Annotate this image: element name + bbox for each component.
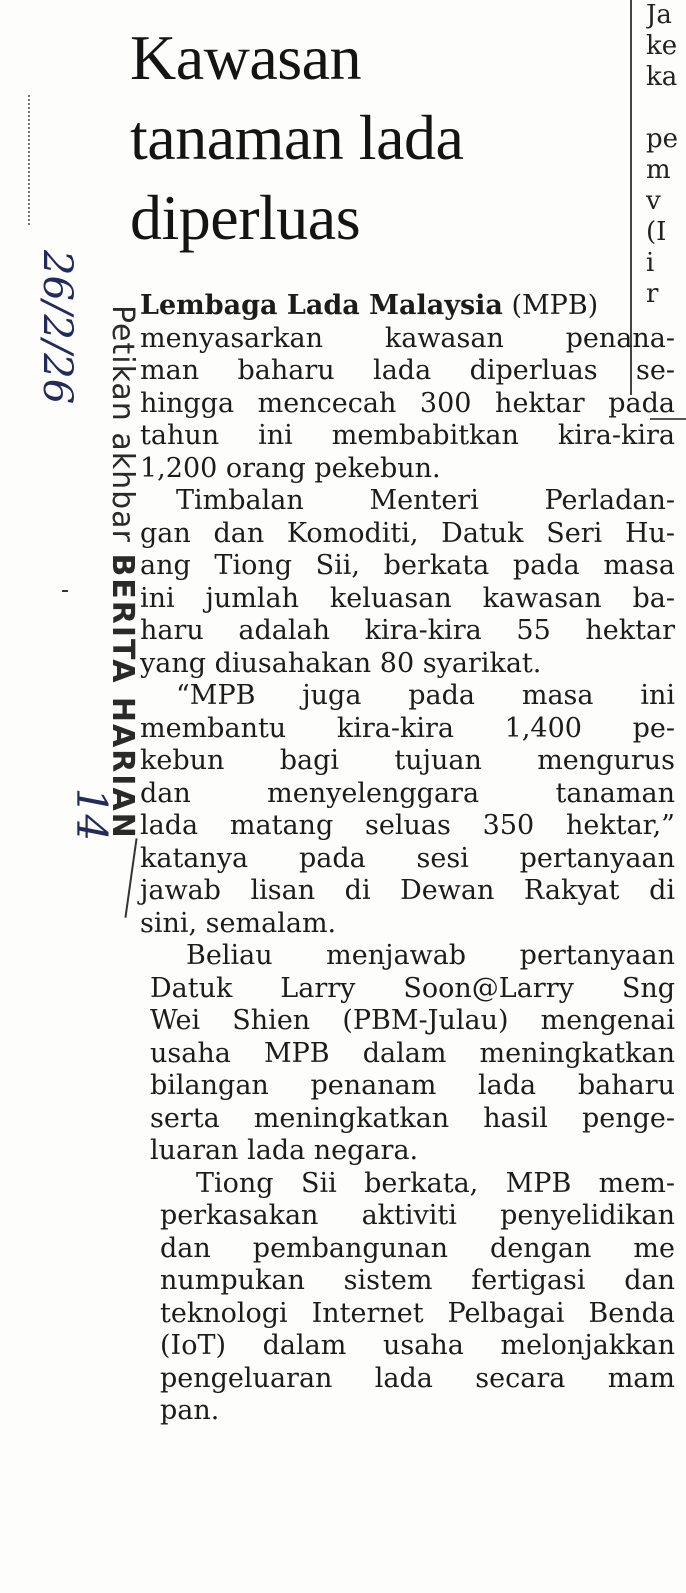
neighbor-line: i xyxy=(646,248,655,278)
paragraph-line: (IoT) dalam usaha melonjakkan xyxy=(160,1330,675,1361)
headline-line: diperluas xyxy=(130,182,361,253)
neighbor-line: r xyxy=(646,279,659,309)
handwritten-page-number: 14 xyxy=(67,787,117,842)
article-headline xyxy=(130,18,630,258)
neighbor-line: Ja xyxy=(646,0,672,30)
paragraph-line: sini, semalam. xyxy=(140,907,337,939)
stamp-paper-name: BERITA HARIAN xyxy=(105,553,140,840)
handwritten-date: 26/2/26 xyxy=(34,250,80,405)
paragraph-line: perkasakan aktiviti penyelidikan xyxy=(160,1200,675,1231)
paragraph-line: usaha MPB dalam meningkatkan xyxy=(150,1037,675,1069)
paragraph-line: dan pembangunan dengan me xyxy=(160,1232,675,1264)
paragraph-line: menyasarkan kawasan penana- xyxy=(140,322,675,354)
paragraph-line: hingga mencecah 300 hektar pada xyxy=(140,387,675,419)
paragraph-line: haru adalah kira-kira 55 hektar xyxy=(140,615,675,646)
paragraph-line: 1,200 orang pekebun. xyxy=(140,452,441,484)
neighbor-line: (I xyxy=(646,217,667,247)
paragraph-line: kebun bagi tujuan mengurus xyxy=(140,745,675,776)
paragraph-line: ang Tiong Sii, berkata pada masa xyxy=(140,550,675,581)
paragraph-line: tahun ini membabitkan kira-kira xyxy=(140,420,675,451)
neighbor-line: ka xyxy=(646,62,678,92)
stamp-prefix: Petikan akhbar xyxy=(105,305,140,543)
paragraph-line: teknologi Internet Pelbagai Benda xyxy=(160,1297,675,1329)
paragraph-line: lada matang seluas 350 hektar,” xyxy=(140,810,675,841)
neighbor-line: ke xyxy=(646,31,678,61)
paragraph-line: Tiong Sii berkata, MPB mem- xyxy=(196,1167,675,1199)
article-paragraph xyxy=(160,1168,675,1428)
paragraph-line: membantu kira-kira 1,400 pe- xyxy=(140,712,675,744)
paragraph-line: katanya pada sesi pertanyaan xyxy=(140,842,675,874)
margin-scribble xyxy=(28,95,48,225)
paragraph-line: Timbalan Menteri Perladan- xyxy=(176,485,675,516)
article-paragraph xyxy=(150,940,675,1168)
article-paragraph xyxy=(140,680,675,940)
article-body xyxy=(140,290,675,1428)
paragraph-line: Datuk Larry Soon@Larry Sng xyxy=(150,972,675,1004)
article-paragraph xyxy=(140,485,675,680)
headline-line: tanaman lada xyxy=(130,102,464,173)
paragraph-line: numpukan sistem fertigasi dan xyxy=(160,1265,675,1296)
paragraph-line: pengeluaran lada secara mam xyxy=(160,1362,675,1394)
paragraph-line: man baharu lada diperluas se- xyxy=(140,355,675,386)
lead-text: Lembaga Lada Malaysia xyxy=(140,290,503,321)
paragraph-line: bilangan penanam lada baharu xyxy=(150,1070,675,1101)
paragraph-line: ini jumlah keluasan kawasan ba- xyxy=(140,582,675,614)
paragraph-line: dan menyelenggara tanaman xyxy=(140,777,675,809)
paragraph-line: serta meningkatkan hasil penge- xyxy=(150,1102,675,1134)
margin-pen-mark xyxy=(124,838,137,917)
paragraph-line: Lembaga Lada Malaysia (MPB) xyxy=(140,290,599,321)
article-paragraph xyxy=(140,290,675,485)
paragraph-line: jawab lisan di Dewan Rakyat di xyxy=(140,875,675,906)
paragraph-line: yang diusahakan 80 syarikat. xyxy=(140,647,542,679)
neighbor-line: m xyxy=(646,155,671,185)
paragraph-line: pan. xyxy=(160,1395,220,1426)
paragraph-line: Beliau menjawab pertanyaan xyxy=(186,940,675,971)
paragraph-line: “MPB juga pada masa ini xyxy=(176,680,675,711)
paragraph-line: Wei Shien (PBM-Julau) mengenai xyxy=(150,1005,675,1036)
paragraph-line: luaran lada negara. xyxy=(150,1135,419,1166)
neighbor-line: v xyxy=(646,186,661,216)
clipping-stamp xyxy=(100,305,140,840)
neighbor-line xyxy=(646,93,686,124)
neighbor-line: pe xyxy=(646,124,679,154)
paragraph-line: gan dan Komoditi, Datuk Seri Hu- xyxy=(140,517,675,549)
headline-line: Kawasan xyxy=(130,22,362,93)
margin-dot xyxy=(62,590,68,592)
